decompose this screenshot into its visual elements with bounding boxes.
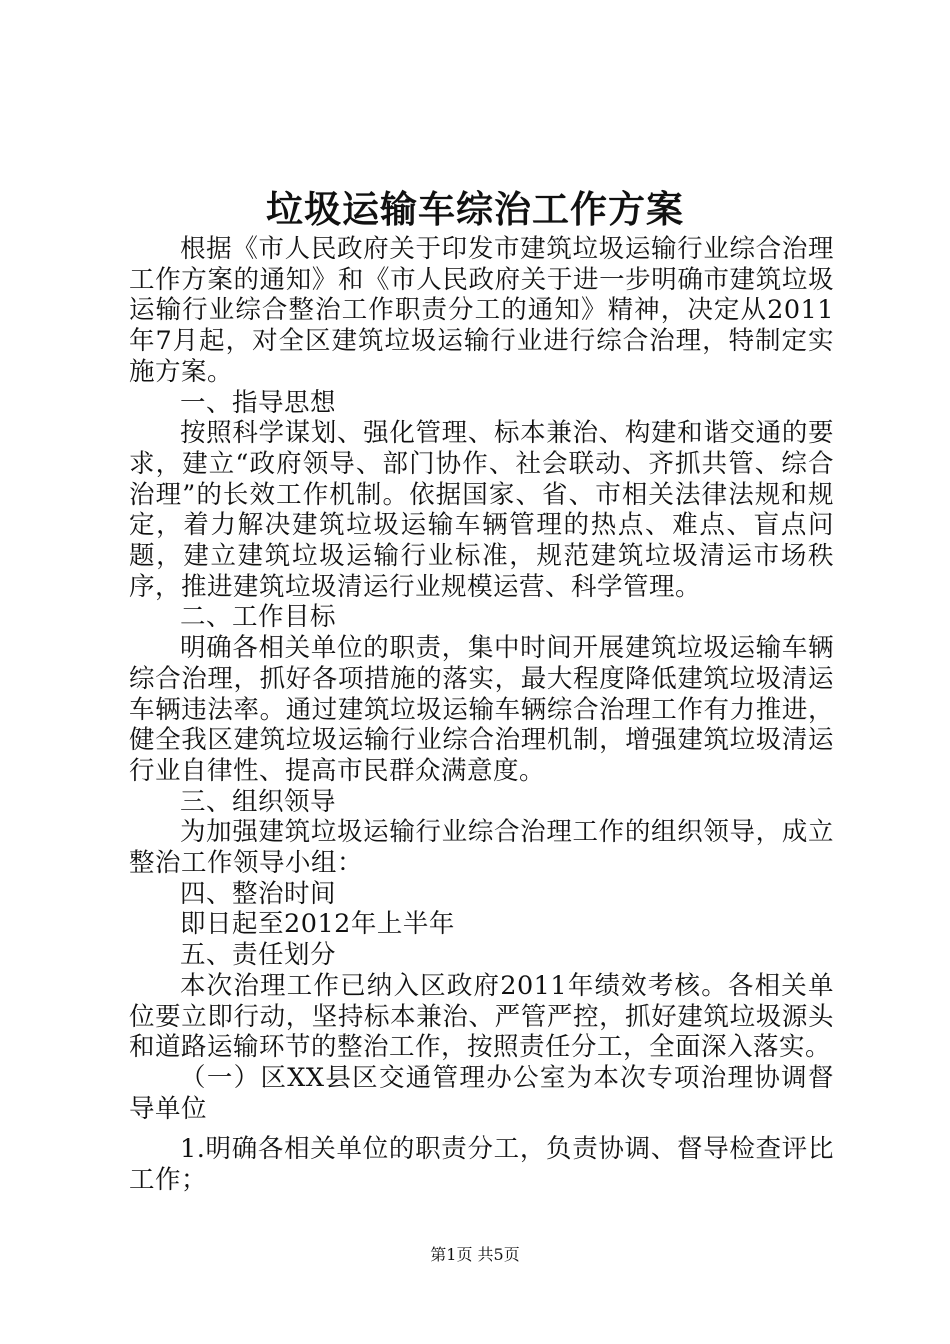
page-footer: 第1页 共5页	[430, 1245, 520, 1264]
paragraph-time: 即日起至2012年上半年	[180, 909, 455, 940]
section-heading-2: 二、工作目标	[180, 602, 337, 633]
subsection-heading-1: （一）区XX县区交通管理办公室为本次专项治理协调督导单位	[129, 1062, 834, 1124]
list-item-1: 1.明确各相关单位的职责分工，负责协调、督导检查评比工作；	[129, 1134, 834, 1196]
paragraph-organization: 为加强建筑垃圾运输行业综合治理工作的组织领导，成立整治工作领导小组：	[129, 817, 834, 879]
paragraph-intro: 根据《市人民政府关于印发市建筑垃圾运输行业综合治理工作方案的通知》和《市人民政府关于进一步明确市建筑垃圾运输行业综合整治工作职责分工的通知》精神，决定从2011年7月起，对全区建筑垃圾运输行业进行综合治理，特制定实施方案。	[129, 234, 834, 387]
section-heading-4: 四、整治时间	[180, 878, 337, 909]
section-heading-1: 一、指导思想	[180, 387, 337, 418]
document-body	[129, 234, 834, 1196]
document-title: 垃圾运输车综治工作方案	[266, 187, 684, 231]
paragraph-responsibility: 本次治理工作已纳入区政府2011年绩效考核。各相关单位要立即行动，坚持标本兼治、严管严控，抓好建筑垃圾源头和道路运输环节的整治工作，按照责任分工，全面深入落实。	[129, 970, 834, 1063]
paragraph-guiding-thought: 按照科学谋划、强化管理、标本兼治、构建和谐交通的要求，建立“政府领导、部门协作、社会联动、齐抓共管、综合治理”的长效工作机制。依据国家、省、市相关法律法规和规定，着力解决建筑垃圾运输车辆管理的热点、难点、盲点问题，建立建筑垃圾运输行业标准，规范建筑垃圾清运市场秩序，推进建筑垃圾清运行业规模运营、科学管理。	[129, 418, 834, 602]
section-heading-5: 五、责任划分	[180, 940, 337, 971]
section-heading-3: 三、组织领导	[180, 786, 337, 817]
paragraph-work-goals: 明确各相关单位的职责，集中时间开展建筑垃圾运输车辆综合治理，抓好各项措施的落实，最大程度降低建筑垃圾清运车辆违法率。通过建筑垃圾运输车辆综合治理工作有力推进，健全我区建筑垃圾运输行业综合治理机制，增强建筑垃圾清运行业自律性、提高市民群众满意度。	[129, 633, 834, 786]
